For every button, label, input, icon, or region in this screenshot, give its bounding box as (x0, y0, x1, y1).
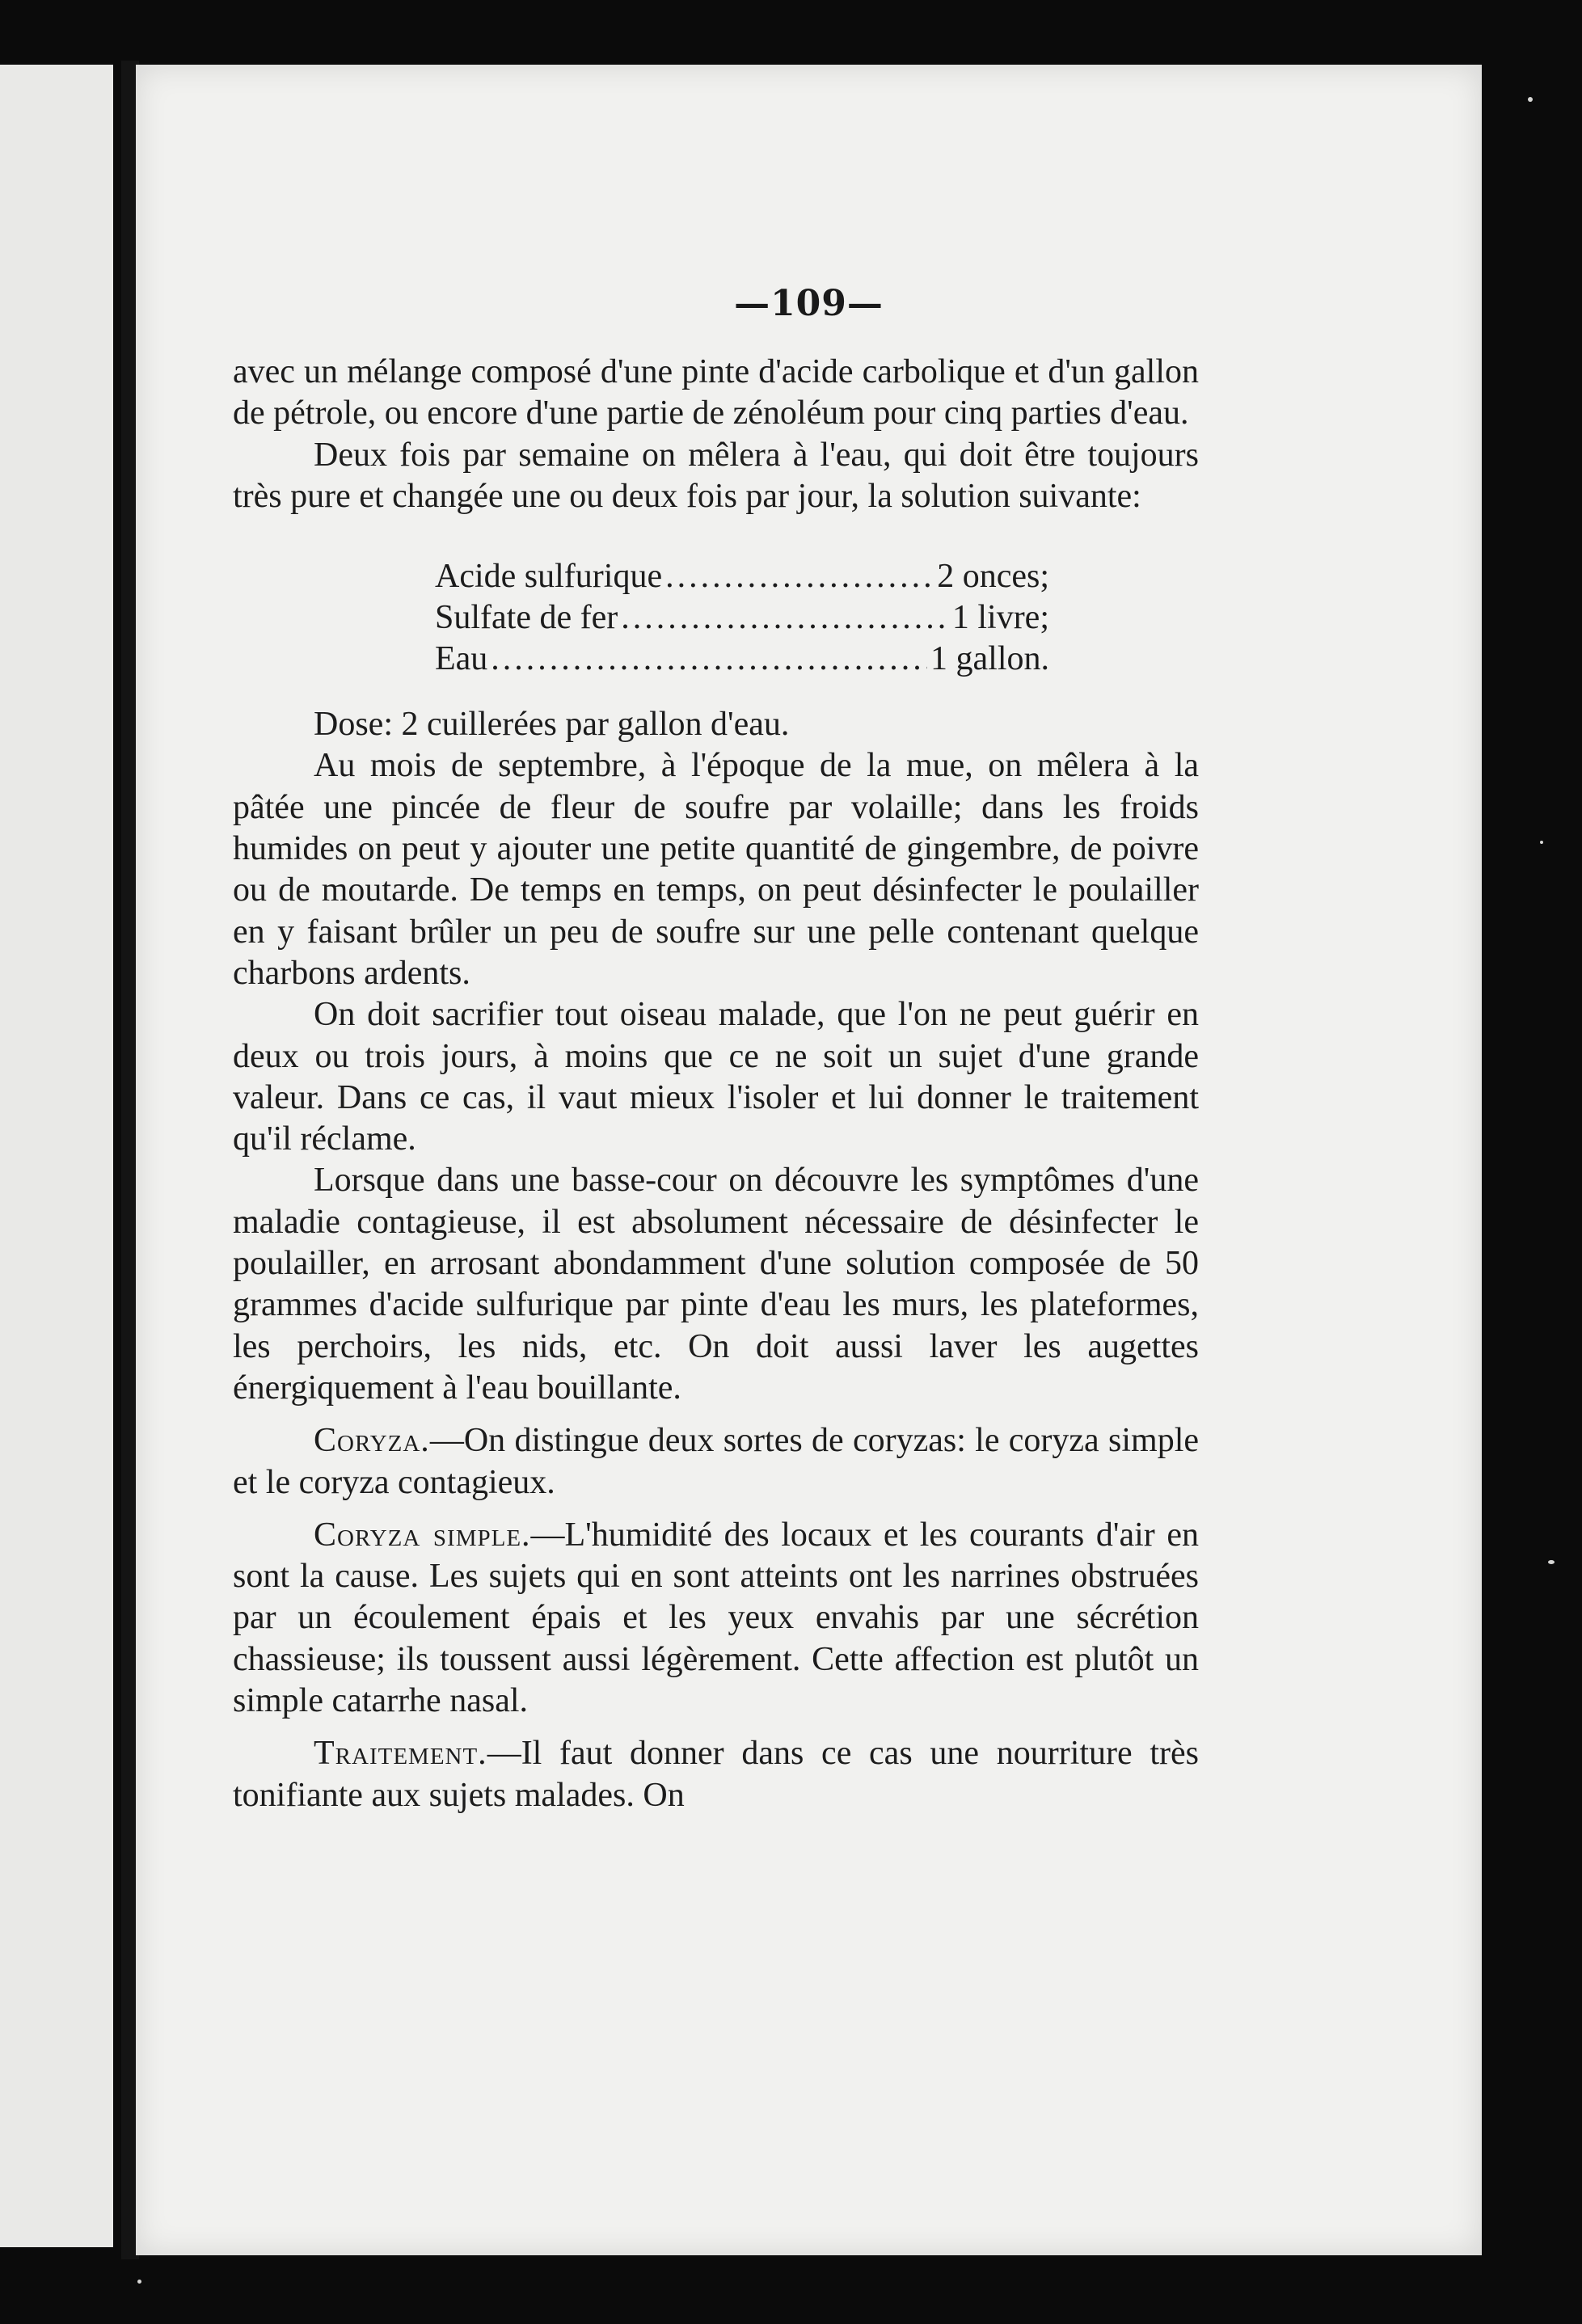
recipe-ingredient: Eau (435, 640, 488, 678)
recipe-quantity: 1 livre; (951, 599, 1049, 637)
scan-speck (1528, 97, 1533, 102)
dot-leader (621, 597, 949, 639)
recipe-quantity: 2 onces; (937, 558, 1049, 596)
recipe-ingredient: Acide sulfurique (435, 558, 663, 596)
paragraph: Au mois de septembre, à l'époque de la mue, on mêlera à la pâtée une pincée de fleur de soufre par volaille; dans les froids humides on peut y ajouter une petite quantité de gingembre, de poivre ou de moutarde. De temps en temps, on peut désinfecter le poulailler en y faisant brûler un peu de soufre sur une pelle contenant quelque charbons ardents. (233, 747, 1199, 992)
paragraph: Lorsque dans une basse-cour on découvre les symptômes d'une maladie contagieuse, il est absolument nécessaire de désinfecter le poulailler, en arrosant abondamment d'une solution composée de 50 grammes d'acide sulfurique par pinte d'eau les murs, les plateformes, les perchoirs, les nids, etc. On doit aussi laver les augettes énergiquement à l'eau bouillante. (233, 1162, 1199, 1407)
paragraph: On doit sacrifier tout oiseau malade, que l'on ne peut guérir en deux ou trois jours, à moins que ce ne soit un sujet d'une grande valeur. Dans ce cas, il vaut mieux l'isoler et lui donner le traitement qu'il réclame. (233, 996, 1199, 1158)
recipe-quantity: 1 gallon. (930, 640, 1049, 678)
scan-speck (137, 2280, 141, 2284)
previous-page-edge (0, 65, 113, 2247)
section-text: —Il faut donner dans ce cas une nourriture très tonifiante aux sujets malades. On (233, 1735, 1199, 1814)
book-page (136, 65, 1482, 2255)
scan-speck (1540, 841, 1543, 844)
section-text: —L'humidité des locaux et les courants d'air en sont la cause. Les sujets qui en sont atteints ont les narrines obstruées par un écoulement épais et les yeux envahis par une sécrétion chassieuse; ils toussent aussi légèrement. Cette affection est plutôt un simple catarrhe nasal. (233, 1516, 1199, 1720)
dot-leader (491, 639, 927, 680)
page-body (233, 352, 1199, 1816)
section-heading: Coryza. (314, 1422, 430, 1460)
recipe-item (435, 556, 1049, 597)
section-text: —On distingue deux sortes de coryzas: le coryza simple et le coryza contagieux. (233, 1422, 1199, 1501)
dot-leader (665, 556, 934, 597)
section-paragraph (233, 1515, 1199, 1722)
section-heading: Traitement. (314, 1735, 487, 1773)
recipe-item (435, 597, 1049, 639)
scan-speck (1548, 1560, 1555, 1564)
section-paragraph (233, 1733, 1199, 1816)
recipe-ingredient: Sulfate de fer (435, 599, 618, 637)
recipe-item (435, 639, 1049, 680)
section-paragraph (233, 1420, 1199, 1504)
recipe-list (435, 556, 1049, 680)
paragraph: Deux fois par semaine on mêlera à l'eau, qui doit être toujours très pure et changée une ou deux fois par jour, la solution suivante: (233, 436, 1199, 515)
paragraph: avec un mélange composé d'une pinte d'acide carbolique et d'un gallon de pétrole, ou encore d'une partie de zénoléum pour cinq parties d'eau. (233, 353, 1199, 432)
paragraph: Dose: 2 cuillerées par gallon d'eau. (314, 706, 790, 744)
page-number: —109— (734, 283, 884, 324)
section-heading: Coryza simple. (314, 1516, 531, 1554)
